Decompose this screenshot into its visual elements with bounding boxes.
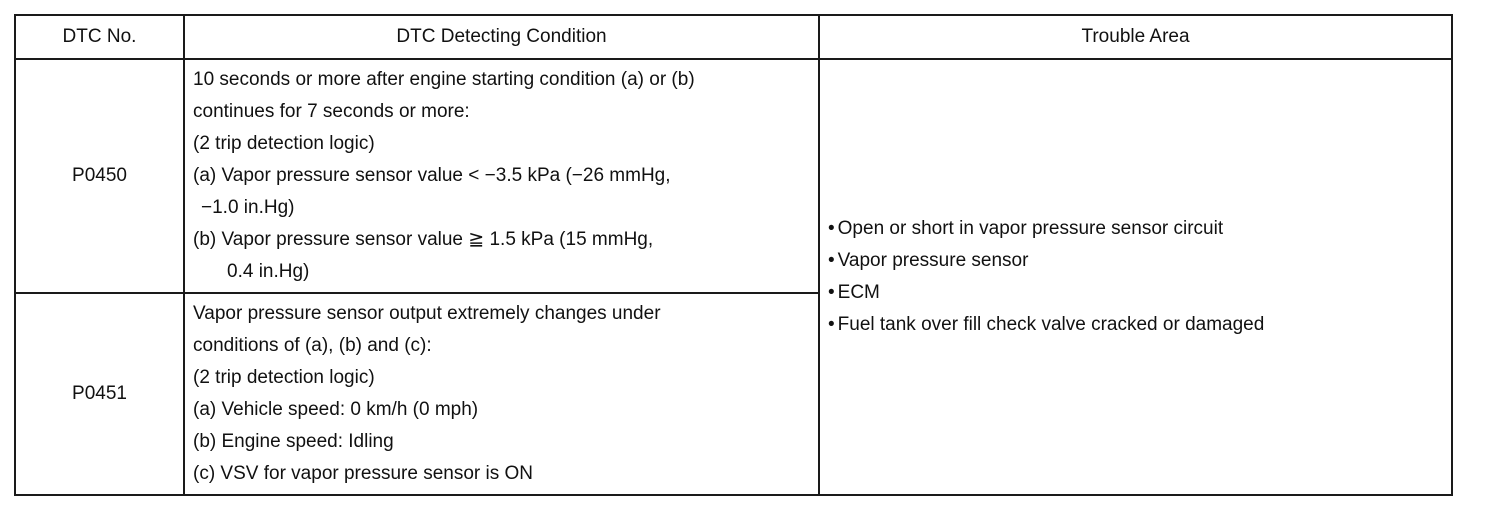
condition-line: −1.0 in.Hg) <box>201 197 295 218</box>
dtc-table <box>14 14 1453 496</box>
table-header-row <box>15 15 1452 59</box>
condition-line: conditions of (a), (b) and (c): <box>193 335 432 356</box>
table-row <box>15 59 1452 293</box>
trouble-area-cell <box>819 59 1452 495</box>
condition-line: (b) Engine speed: Idling <box>193 431 394 452</box>
detecting-condition-p0451 <box>184 293 819 495</box>
condition-line: (c) VSV for vapor pressure sensor is ON <box>193 463 533 484</box>
detecting-condition-p0450 <box>184 59 819 293</box>
trouble-area-item: • Fuel tank over fill check valve cracked or damaged <box>828 309 1451 341</box>
header-trouble-area: Trouble Area <box>819 15 1452 59</box>
trouble-area-item: • Vapor pressure sensor <box>828 245 1451 277</box>
condition-line: (a) Vehicle speed: 0 km/h (0 mph) <box>193 399 479 420</box>
condition-line: (2 trip detection logic) <box>193 133 375 154</box>
condition-line: (2 trip detection logic) <box>193 367 375 388</box>
trouble-area-item: • ECM <box>828 277 1451 309</box>
condition-line: (b) Vapor pressure sensor value ≧ 1.5 kPa (15 mmHg, <box>193 229 654 250</box>
condition-line: 0.4 in.Hg) <box>227 261 310 282</box>
header-dtc-no: DTC No. <box>15 15 184 59</box>
condition-line: continues for 7 seconds or more: <box>193 101 470 122</box>
dtc-code-p0450: P0450 <box>15 59 184 293</box>
header-dtc-detecting-condition: DTC Detecting Condition <box>184 15 819 59</box>
trouble-area-item: • Open or short in vapor pressure sensor circuit <box>828 213 1451 245</box>
condition-line: Vapor pressure sensor output extremely changes under <box>193 303 661 324</box>
condition-line: (a) Vapor pressure sensor value < −3.5 kPa (−26 mmHg, <box>193 165 671 186</box>
dtc-code-p0451: P0451 <box>15 293 184 495</box>
condition-line: 10 seconds or more after engine starting condition (a) or (b) <box>193 69 695 90</box>
